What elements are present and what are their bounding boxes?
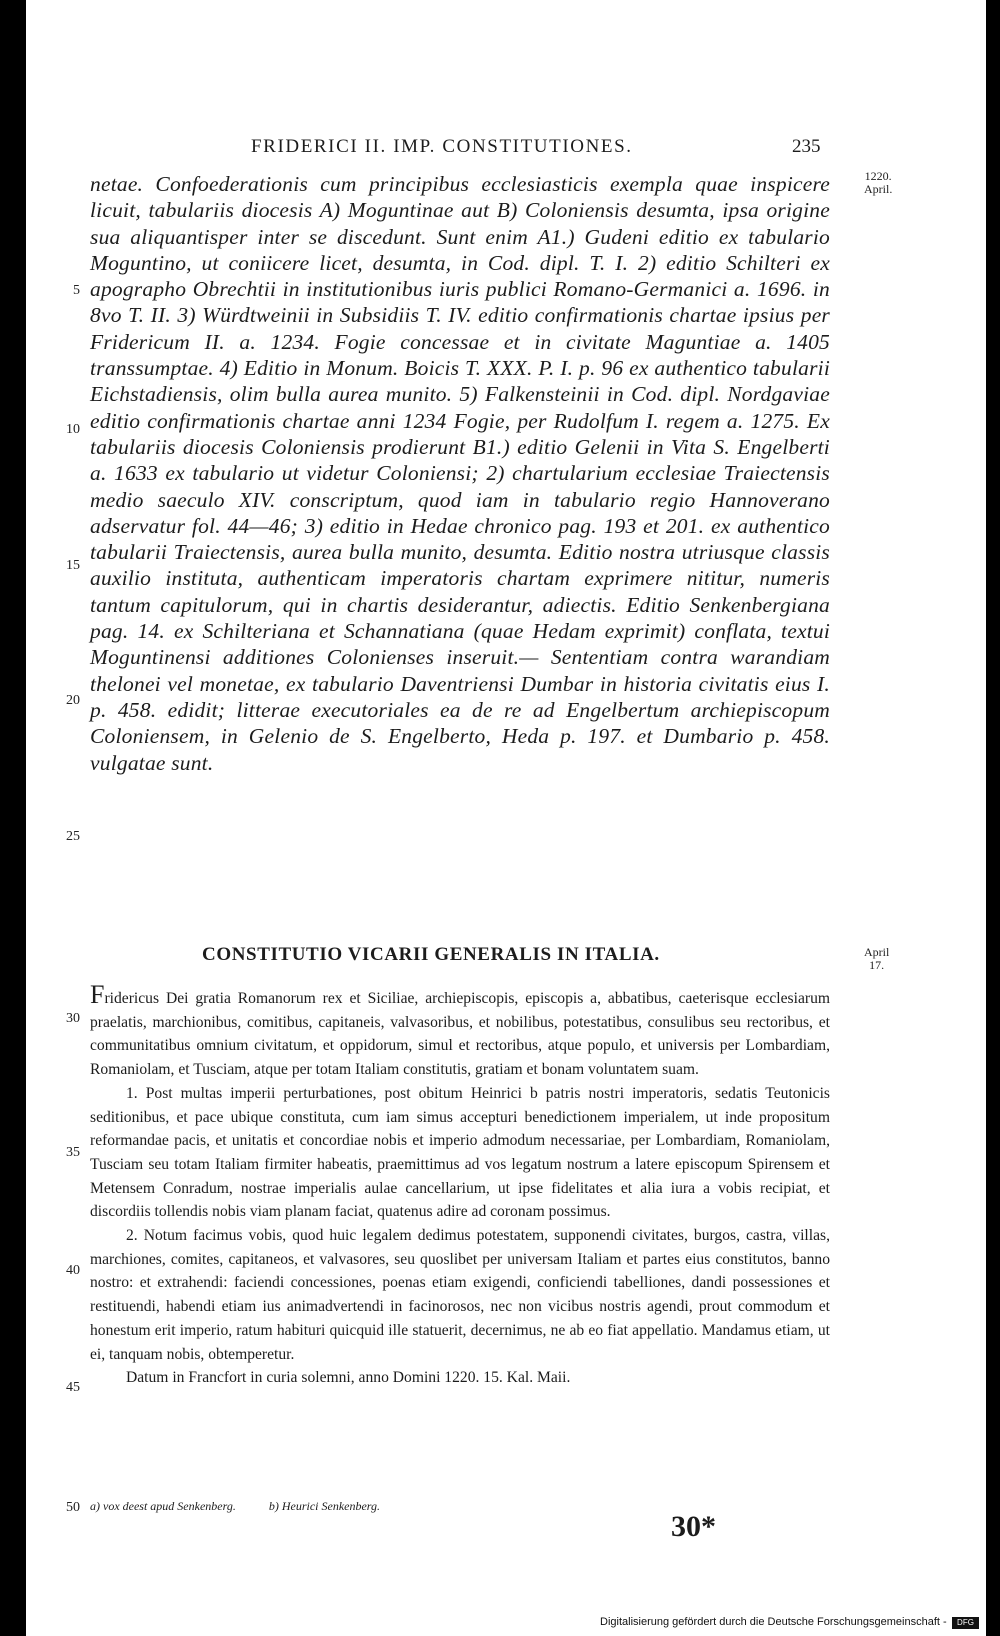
- line-number: 10: [66, 422, 80, 437]
- paragraph-1: 1. Post multas imperii perturbationes, post obitum Heinrici b patris nostri imperatoris, sedatis Teutonicis seditionibus, et pace ubique constituta, cum iam simus accepturi benedictionem imperialem, ut inde propositum reformandae pacis, et unitatis et concordiae nobis et imperio admodum necessariae, per Lombardiam, Romaniolam, Tusciam seu totam Italiam firmiter habeatis, praemittimus ad vos legatum nostrum a latere episcopum Spirensem et Metensem Conradum, nostrae imperialis aulae cancellarium, ut ipse fidelitates et alia iura a vobis recipiat, et discordiis tollendis nobis viam planam faciat, quatenus adire ad coronam possimus.: [90, 1084, 830, 1221]
- intro-paragraph: [90, 980, 830, 1082]
- section-heading: CONSTITUTIO VICARII GENERALIS IN ITALIA.: [202, 944, 660, 965]
- line-number: 35: [66, 1145, 80, 1160]
- margin-date-top: [864, 170, 892, 196]
- line-number: 5: [73, 283, 80, 298]
- footnote-a: a) vox deest apud Senkenberg.: [90, 1499, 236, 1513]
- page-number: 235: [792, 136, 821, 157]
- line-number: 20: [66, 693, 80, 708]
- datum-line: Datum in Francfort in curia solemni, anno Domini 1220. 15. Kal. Maii.: [126, 1369, 571, 1387]
- running-head: [26, 136, 986, 160]
- signature-mark: 30*: [671, 1510, 716, 1543]
- margin-date-heading-text: April 17.: [864, 945, 890, 972]
- dfg-logo: DFG: [952, 1617, 979, 1629]
- margin-date-heading: [864, 946, 889, 972]
- margin-date-top-text: 1220. April.: [864, 169, 893, 196]
- drop-cap: F: [90, 980, 105, 1009]
- line-number: 30: [66, 1011, 80, 1026]
- commentary-paragraph: netae. Confoederationis cum principibus ecclesiasticis exempla quae inspicere licuit, tabulariis diocesis A) Moguntinae aut B) Coloniensis desumta, ipsa origine sua aliquantisper inter se discedunt. Sunt enim A1.) Gudeni editio ex tabulario Moguntino, ut coniicere licet, desumta, in Cod. dipl. T. I. 2) editio Schilteri ex apographo Obrechtii in institutionibus iuris publici Romano-Germanici a. 1696. in 8vo T. II. 3) Würdtweinii in Subsidiis T. IV. editio confirmationis chartae ipsius per Fridericum II. a. 1234. Fogie concessae et in civitate Maguntiae a. 1405 transsumptae. 4) Editio in Monum. Boicis T. XXX. P. I. p. 96 ex authentico tabularii Eichstadiensis, olim bulla aurea munito. 5) Falkensteinii in Cod. dipl. Nordgaviae editio confirmationis chartae anni 1234 Fogie, per Rudolfum I. regem a. 1275. Ex tabulariis diocesis Coloniensis prodierunt B1.) editio Gelenii in Vita S. Engelberti a. 1633 ex tabulario ut videtur Coloniensi; 2) chartularium ecclesiae Traiectensis medio saeculo XIV. conscriptum, quod iam in tabulario regio Hannoverano adservatur fol. 44—46; 3) editio in Hedae chronico pag. 193 et 201. ex authentico tabularii Traiectensis, aurea bulla munito, desumta. Editio nostra utriusque classis auxilio instituta, authenticam imperatoris chartam exprimere nititur, numeris tantum capitulorum, qui in chartis desiderantur, adiectis. Editio Senkenbergiana pag. 14. ex Schilteriana et Schannatiana (quae Hedam exprimit) conflata, textui Moguntinensi additiones Colonienses inseruit.— Sententiam contra warandiam thelonei vel monetae, ex tabulario Daventriensi Dumbar in historia civitatis eius I. p. 458. edidit; litterae executoriales ea de re ad Engelbertum archiepiscopum Coloniensem, in Gelenio de S. Engelberto, Heda p. 197. et Dumbario p. 458. vulgatae sunt.: [90, 172, 830, 775]
- document-text: [90, 980, 830, 1390]
- footnote-b: b) Heurici Senkenberg.: [268, 1499, 381, 1513]
- intro-text: ridericus Dei gratia Romanorum rex et Siciliae, archiepiscopis, episcopis a, abbatibus, caeterisque ecclesiarum praelatis, marchionibus, comitibus, capitaneis, valvasoribus, et nobilibus, potestatibus, consulibus seu rectoribus, et communitatibus omnium civitatum, et oppidorum, simul et rectoribus, atque populo, et universis per Lombardiam, Romaniolam, et Tusciam, atque per totam Italiam constitutis, gratiam et bonam voluntatem suam.: [90, 990, 830, 1079]
- running-head-title: FRIDERICI II. IMP. CONSTITUTIONES.: [251, 136, 633, 157]
- footnotes: [90, 1499, 410, 1514]
- line-number: 45: [66, 1380, 80, 1395]
- book-page: [26, 0, 986, 1636]
- line-number: 25: [66, 829, 80, 844]
- line-number: 15: [66, 558, 80, 573]
- line-number: 50: [66, 1500, 80, 1515]
- digitization-credit: Digitalisierung gefördert durch die Deutsche Forschungsgemeinschaft -: [600, 1616, 947, 1628]
- commentary-block: [90, 171, 830, 776]
- line-number: 40: [66, 1263, 80, 1278]
- paragraph-2: 2. Notum facimus vobis, quod huic legalem dedimus potestatem, supponendi civitates, burgos, castra, villas, marchiones, comites, capitaneos, et valvasores, seu quoslibet per universam Italiam et partes eius constitutos, banno nostro: et extrahendi: faciendi concessiones, poenas etiam exigendi, conficiendi tabelliones, dandi possessiones et restituendi, habendi etiam ius animadvertendi in facinorosos, nec non vicibus nostris agendi, prout commodum et honestum erit imperio, ratum habituri quicquid ille statuerit, decernimus, ne ab eo fiat appellatio. Mandamus etiam, ut ei, tanquam nobis, obtemperetur.: [90, 1227, 830, 1363]
